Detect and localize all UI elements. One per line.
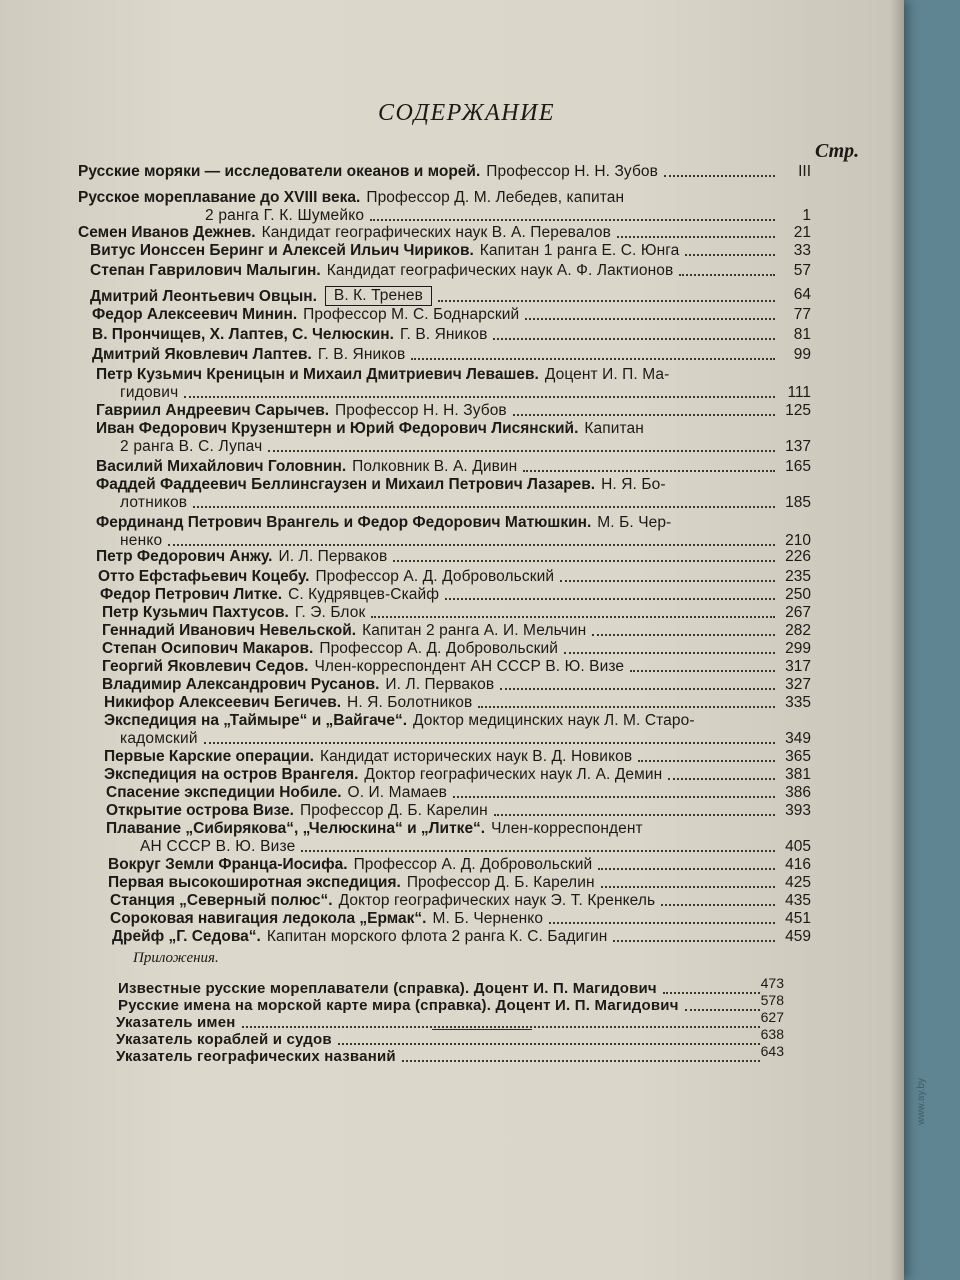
entry-author: Г. Э. Блок [294,604,366,621]
toc-entry-continuation [120,438,779,456]
toc-entry-continuation [140,838,779,856]
dot-leader [598,867,775,870]
toc-entry [96,458,779,476]
entry-title: Никифор Алексеевич Бегичев. [104,694,342,711]
entry-author: Полковник В. А. Дивин [352,458,518,475]
entry-title: Петр Кузьмич Креницын и Михаил Дмитриевич Левашев. [96,366,539,383]
entry-author-continued: лотников [120,494,188,511]
dot-leader [478,705,775,708]
entry-author: И. Л. Перваков [278,548,388,565]
dot-leader [411,357,775,360]
entry-title: Георгий Яковлевич Седов. [102,658,309,675]
dot-leader [268,449,775,452]
dot-leader [453,795,775,798]
toc-entry [104,694,779,712]
toc-entry [106,820,789,838]
toc-entry [92,326,779,344]
dot-leader [564,651,775,654]
toc-entry [96,476,789,494]
entry-author: Г. В. Яников [399,326,488,343]
entry-title: Первые Карские операции. [104,748,314,765]
entry-author: Г. В. Яников [317,346,406,363]
entry-author: Профессор Н. Н. Зубов [335,402,507,419]
appendix-entry [116,1031,764,1049]
entry-title: Степан Осипович Макаров. [102,640,314,657]
dot-leader [523,469,775,472]
closing-rule [432,1029,532,1030]
toc-entry [90,262,779,280]
entry-title: Фаддей Фаддеевич Беллинсгаузен и Михаил Петрович Лазарев. [96,476,596,493]
entry-title: Сороковая навигация ледокола „Ермак“. [110,910,427,927]
entry-title: Фердинанд Петрович Врангель и Федор Федорович Матюшкин. [96,514,592,531]
page-number: 235 [785,568,811,585]
page-number: 638 [760,1026,784,1042]
entry-author: Профессор Д. Б. Карелин [406,874,595,891]
toc-entry [110,910,779,928]
toc-entry [102,658,779,676]
entry-author-continued: 2 ранга В. С. Лупач [120,438,263,455]
toc-entry [96,548,779,566]
toc-entry [110,892,779,910]
entry-author: И. Л. Перваков [385,676,495,693]
entry-author: Доктор географических наук Э. Т. Кренкель [338,892,656,909]
dot-leader [525,317,775,320]
dot-leader [393,559,775,562]
page-number: 226 [785,548,811,565]
toc-entry [96,420,789,438]
page-number: 210 [785,532,811,549]
entry-author: В. К. Тренев [325,286,432,306]
entry-author: Профессор Д. Б. Карелин [299,802,488,819]
toc-entry-continuation [120,384,779,402]
page-number: 473 [760,975,784,991]
page-number: 299 [785,640,811,657]
toc-entry [106,784,779,802]
toc-entry [108,856,779,874]
entry-title: Гавриил Андреевич Сарычев. [96,402,330,419]
toc-entry-continuation [120,730,779,748]
entry-title: Федор Петрович Литке. [100,586,283,603]
entry-title: Отто Ефстафьевич Коцебу. [98,568,310,585]
entry-author: Н. Я. Болотников [347,694,473,711]
entry-author-continued: АН СССР В. Ю. Визе [140,838,296,855]
toc-entry [78,189,789,207]
entry-author: Капитан 1 ранга Е. С. Юнга [479,242,680,259]
page-number: 64 [793,286,811,303]
dot-leader [338,1042,760,1045]
entry-title: Плавание „Сибирякова“, „Челюскина“ и „Литке“. [106,820,486,837]
toc-entry [112,928,779,946]
entry-author: М. Б. Черненко [432,910,544,927]
page-number: 381 [785,766,811,783]
entry-title: Петр Федорович Анжу. [96,548,273,565]
page-number: III [798,163,811,180]
dot-leader [193,505,775,508]
dot-leader [438,299,775,302]
toc-entry [108,874,779,892]
entry-author-continued: кадомский [120,730,198,747]
page-number: 405 [785,838,811,855]
toc-entry [78,163,779,181]
toc-entry [78,224,779,242]
toc-entry [98,568,779,586]
page-title: СОДЕРЖАНИЕ [378,100,556,126]
page-number: 250 [785,586,811,603]
entry-author: Профессор А. Д. Добровольский [353,856,593,873]
toc-entry-continuation [205,207,779,225]
watermark: www.ay.by [916,1077,927,1125]
entry-title: Дрейф „Г. Седова“. [112,928,261,945]
dot-leader [242,1025,760,1028]
dot-leader [402,1059,760,1062]
toc-entry [92,306,779,324]
appendix-title: Известные русские мореплаватели (справка). Доцент И. П. Магидович [118,980,657,997]
page-number: 137 [785,438,811,455]
dot-leader [513,413,775,416]
dot-leader [371,615,775,618]
page-number: 267 [785,604,811,621]
entry-title: Василий Михайлович Головнин. [96,458,347,475]
entry-author: Доктор географических наук Л. А. Демин [364,766,663,783]
entry-author: Капитан морского флота 2 ранга К. С. Бадигин [266,928,608,945]
entry-author: Доцент И. П. Ма- [544,366,670,383]
entry-author: О. И. Мамаев [347,784,448,801]
page-number: 317 [785,658,811,675]
appendix-title: Указатель кораблей и судов [116,1031,332,1048]
toc-entry [102,604,779,622]
entry-author: Кандидат исторических наук В. Д. Новиков [319,748,633,765]
entry-title: Первая высокоширотная экспедиция. [108,874,401,891]
entry-title: Иван Федорович Крузенштерн и Юрий Федорович Лисянский. [96,420,579,437]
entry-author: Н. Я. Бо- [601,476,666,493]
entry-author: Профессор М. С. Боднарский [303,306,520,323]
entry-title: Владимир Александрович Русанов. [102,676,380,693]
toc-entry [104,712,789,730]
page-number: 335 [785,694,811,711]
page-number: 459 [785,928,811,945]
entry-author: Капитан [584,420,644,437]
entry-author: Член-корреспондент [491,820,643,837]
page-number: 21 [793,224,811,241]
appendix-title: Указатель имен [116,1014,236,1031]
toc-entry [96,402,779,420]
entry-title: Витус Ионссен Беринг и Алексей Ильич Чириков. [90,242,474,259]
page-number: 57 [793,262,811,279]
entry-title: Русские моряки — исследователи океанов и морей. [78,163,481,180]
page-number: 81 [793,326,811,343]
page-number: 578 [760,992,784,1008]
page-number: 327 [785,676,811,693]
entry-author: Капитан 2 ранга А. И. Мельчин [362,622,587,639]
dot-leader [493,337,775,340]
page-number: 643 [760,1043,784,1059]
entry-author-continued: ненко [120,532,163,549]
toc-entry [92,346,779,364]
entry-author: Кандидат географических наук А. Ф. Лактионов [326,262,674,279]
page-number: 282 [785,622,811,639]
entry-author: Профессор А. Д. Добровольский [319,640,558,657]
appendix-entry [116,1048,764,1066]
entry-title: Петр Кузьмич Пахтусов. [102,604,289,621]
entry-author: Профессор Н. Н. Зубов [486,163,658,180]
page-number: 125 [785,402,811,419]
entry-title: Вокруг Земли Франца-Иосифа. [108,856,348,873]
entry-title: Спасение экспедиции Нобиле. [106,784,342,801]
page-number: 1 [802,207,811,224]
page-number: 416 [785,856,811,873]
entry-title: Дмитрий Леонтьевич Овцын. [90,288,317,305]
dot-leader [168,543,775,546]
toc-entry-continuation [120,494,779,512]
entry-title: Станция „Северный полюс“. [110,892,333,909]
page-number: 33 [793,242,811,259]
appendix-label: Приложения. [133,950,219,966]
page-number: 165 [785,458,811,475]
toc-entry [104,766,779,784]
entry-title: Экспедиция на остров Врангеля. [104,766,359,783]
dot-leader [370,218,775,221]
entry-author: Кандидат географических наук В. А. Перевалов [261,224,611,241]
entry-title: Семен Иванов Дежнев. [78,224,256,241]
entry-title: Геннадий Иванович Невельской. [102,622,357,639]
page-column-label: Стр. [815,140,860,162]
page-number: 451 [785,910,811,927]
entry-author-continued: 2 ранга Г. К. Шумейко [205,207,365,224]
toc-entry [102,622,779,640]
toc-entry [102,640,779,658]
dot-leader [500,687,775,690]
toc-entry [96,366,789,384]
entry-author: Профессор Д. М. Лебедев, капитан [366,189,625,206]
toc-entry [96,514,789,532]
appendix-title: Русские имена на морской карте мира (справка). Доцент И. П. Магидович [118,997,679,1014]
page-number: 99 [793,346,811,363]
dot-leader [184,395,775,398]
toc-entry [102,676,779,694]
page-number: 393 [785,802,811,819]
dot-leader [494,813,775,816]
entry-title: Русское мореплавание до XVIII века. [78,189,361,206]
page-number: 185 [785,494,811,511]
appendix-entry [118,980,764,998]
entry-author: Член-корреспондент АН СССР В. Ю. Визе [314,658,625,675]
entry-author: С. Кудрявцев-Скайф [288,586,440,603]
page-number: 349 [785,730,811,747]
page-number: 365 [785,748,811,765]
page-number: 435 [785,892,811,909]
toc-entry [90,242,779,260]
entry-author: Доктор медицинских наук Л. М. Старо- [413,712,695,729]
dot-leader [204,741,775,744]
page-number: 111 [787,384,811,401]
page-number: 425 [785,874,811,891]
appendix-title: Указатель географических названий [116,1048,396,1065]
appendix-entry [118,997,764,1015]
entry-title: Дмитрий Яковлевич Лаптев. [92,346,312,363]
page-number: 627 [760,1009,784,1025]
dot-leader [549,921,775,924]
entry-author-continued: гидович [120,384,179,401]
dot-leader [445,597,775,600]
toc-entry [100,586,779,604]
dot-leader [592,633,775,636]
entry-author: Профессор А. Д. Добровольский [315,568,555,585]
toc-entry [90,286,779,306]
entry-author: М. Б. Чер- [597,514,672,531]
entry-title: Федор Алексеевич Минин. [92,306,298,323]
page-number: 77 [793,306,811,323]
toc-entry [106,802,779,820]
entry-title: Степан Гаврилович Малыгин. [90,262,321,279]
dot-leader [560,579,775,582]
page-number: 386 [785,784,811,801]
entry-title: Открытие острова Визе. [106,802,294,819]
toc-entry [104,748,779,766]
entry-title: В. Прончищев, Х. Лаптев, С. Челюскин. [92,326,394,343]
dot-leader [601,885,775,888]
dot-leader [301,849,775,852]
entry-title: Экспедиция на „Таймыре“ и „Вайгаче“. [104,712,408,729]
